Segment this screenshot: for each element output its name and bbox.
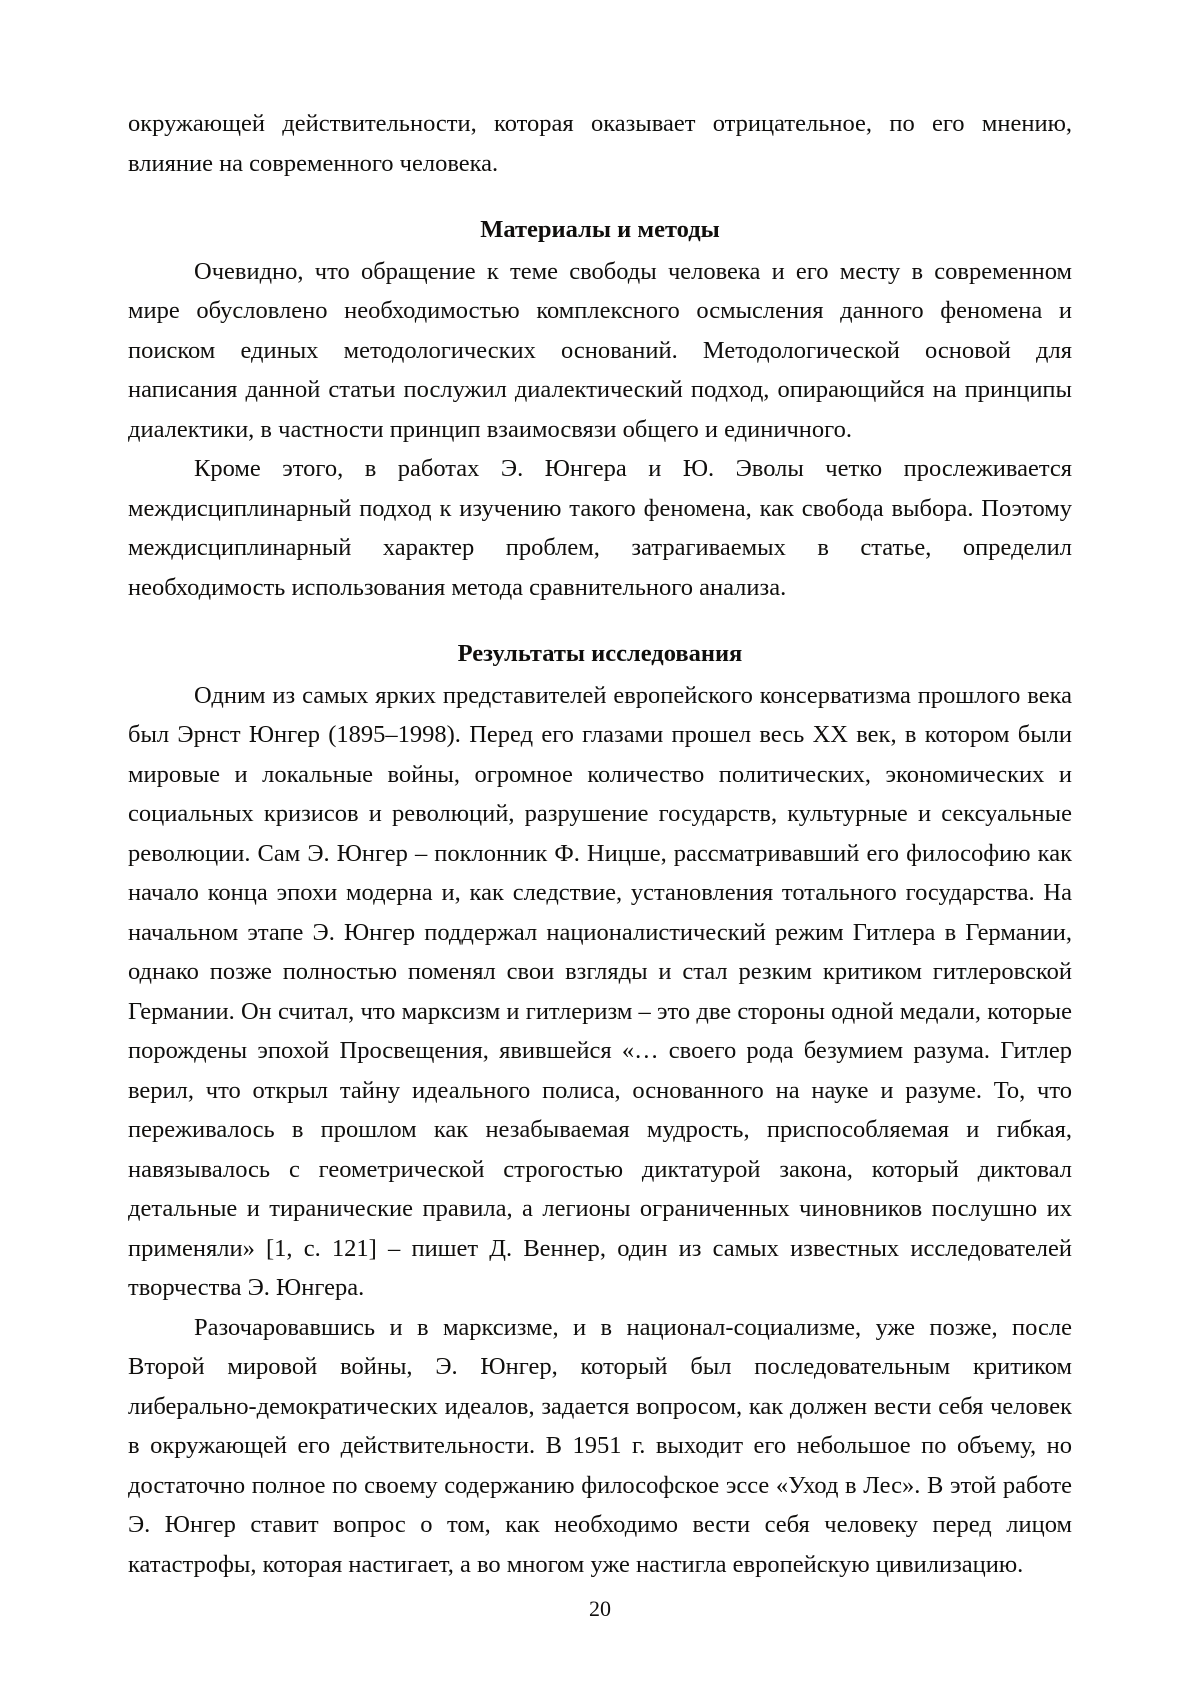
page-body — [128, 104, 1072, 1584]
heading-materials-and-methods: Материалы и методы — [480, 216, 720, 243]
continued-paragraph: окружающей действительности, которая оказывает отрицательное, по его мнению, влияние на современного человека. — [128, 110, 1072, 177]
paragraph-results-2: Разочаровавшись и в марксизме, и в национал-социализме, уже позже, после Второй мировой войны, Э. Юнгер, который был последовательным критиком либерально-демократических идеалов, задается вопросом, как должен вести себя человек в окружающей его действительности. В 1951 г. выходит его небольшое по объему, но достаточно полное по своему содержанию философское эссе «Уход в Лес». В этой работе Э. Юнгер ставит вопрос о том, как необходимо вести себя человеку перед лицом катастрофы, которая настигает, а во многом уже настигла европейскую цивилизацию. — [128, 1313, 1072, 1578]
paragraph-results-1: Одним из самых ярких представителей европейского консерватизма прошлого века был Эрнст Юнгер (1895–1998). Перед его глазами прошел весь XX век, в котором были мировые и локальные войны, огромное количество политических, экономических и социальных кризисов и революций, разрушение государств, культурные и сексуальные революции. Сам Э. Юнгер – поклонник Ф. Ницше, рассматривавший его философию как начало конца эпохи модерна и, как следствие, установления тотального государства. На начальном этапе Э. Юнгер поддержал националистический режим Гитлера в Германии, однако позже полностью поменял свои взгляды и стал резким критиком гитлеровской Германии. Он считал, что марксизм и гитлеризм – это две стороны одной медали, которые порождены эпохой Просвещения, явившейся «… своего рода безумием разума. Гитлер верил, что открыл тайну идеального полиса, основанного на науке и разуме. То, что переживалось в прошлом как незабываемая мудрость, приспособляемая и гибкая, навязывалось с геометрической строгостью диктатурой закона, который диктовал детальные и тиранические правила, а легионы ограниченных чиновников послушно их применяли» [1, с. 121] – пишет Д. Веннер, один из самых известных исследователей творчества Э. Юнгера. — [128, 681, 1072, 1301]
page-number: 20 — [589, 1596, 611, 1621]
paragraph-methods-2: Кроме этого, в работах Э. Юнгера и Ю. Эволы четко прослеживается междисциплинарный подход к изучению такого феномена, как свобода выбора. Поэтому междисциплинарный характер проблем, затрагиваемых в статье, определил необходимость использования метода сравнительного анализа. — [128, 455, 1072, 601]
paragraph-methods-1: Очевидно, что обращение к теме свободы человека и его месту в современном мире обусловлено необходимостью комплексного осмысления данного феномена и поиском единых методологических оснований. Методологической основой для написания данной статьи послужил диалектический подход, опирающийся на принципы диалектики, в частности принцип взаимосвязи общего и единичного. — [128, 257, 1072, 443]
heading-research-results: Результаты исследования — [457, 640, 743, 667]
